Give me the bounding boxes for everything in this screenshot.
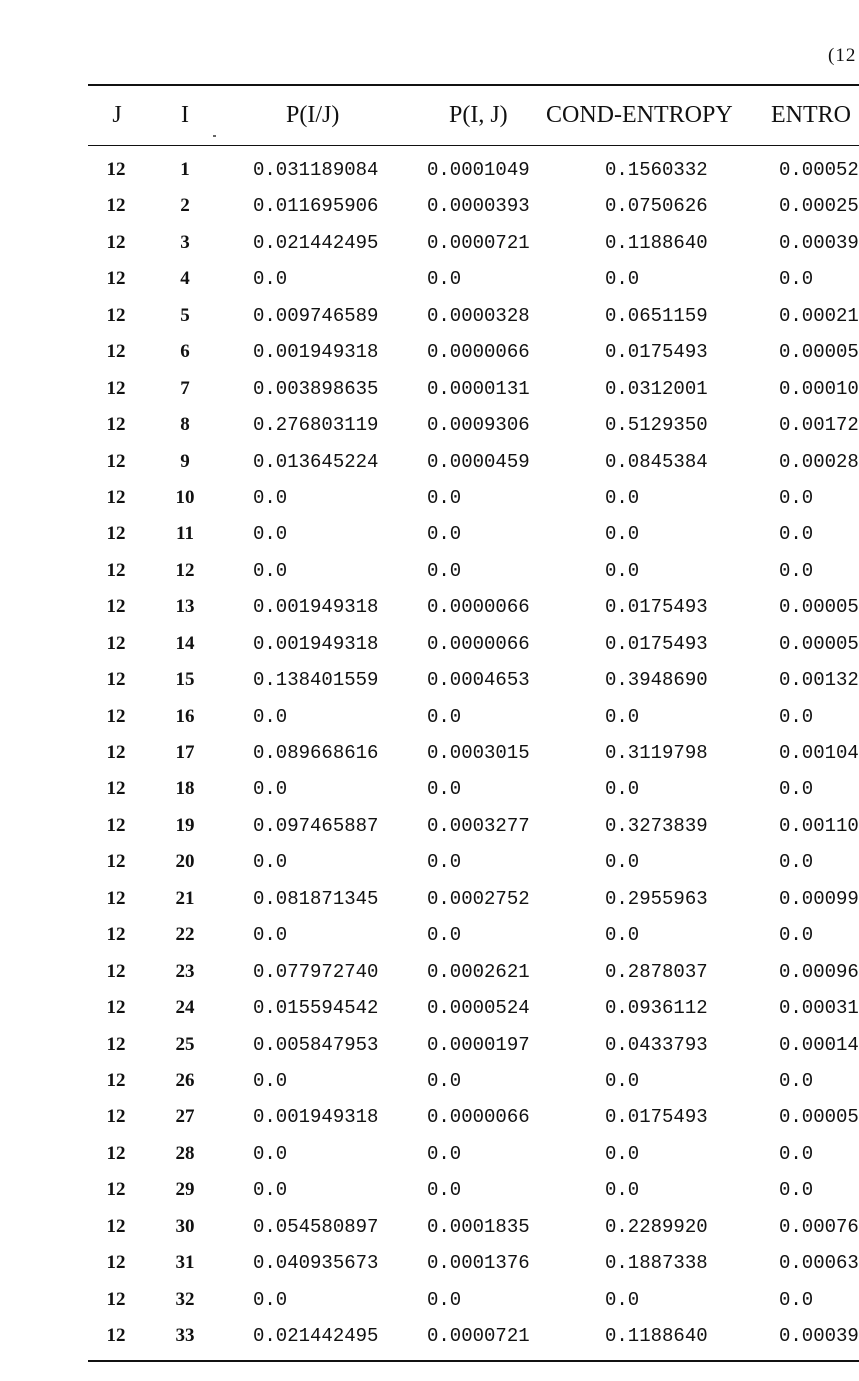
cell-entropy: 0.00063 <box>779 1252 859 1275</box>
cell-cond-entropy: 0.3119798 <box>605 742 708 764</box>
table-row <box>0 514 859 550</box>
cell-i: 32 <box>175 1288 195 1310</box>
cell-cond-entropy: 0.0 <box>605 778 640 801</box>
cell-p-i-j: 0.0000721 <box>427 1325 530 1347</box>
cell-entropy: 0.00110 <box>779 814 859 837</box>
cell-cond-entropy: 0.0750626 <box>605 195 708 218</box>
table-row <box>0 442 859 478</box>
cell-p-i-given-j: 0.0 <box>253 268 288 291</box>
cell-entropy: 0.00132 <box>779 669 859 692</box>
cell-i: 24 <box>175 997 195 1019</box>
cell-p-i-j: 0.0001835 <box>427 1215 530 1238</box>
table-row <box>0 150 859 186</box>
cell-entropy: 0.0 <box>779 1142 814 1165</box>
table-row <box>0 769 859 805</box>
cell-i: 31 <box>175 1252 195 1274</box>
cell-j: 12 <box>106 1252 126 1274</box>
cell-entropy: 0.0 <box>779 924 814 947</box>
cell-cond-entropy: 0.0175493 <box>605 1106 708 1129</box>
cell-p-i-given-j: 0.0 <box>253 1179 288 1202</box>
cell-i: 2 <box>180 195 190 217</box>
table-row <box>0 369 859 405</box>
cell-j: 12 <box>106 1033 126 1055</box>
cell-p-i-given-j: 0.040935673 <box>253 1252 379 1275</box>
cell-p-i-given-j: 0.276803119 <box>253 414 379 437</box>
cell-cond-entropy: 0.0 <box>605 1288 640 1311</box>
cell-p-i-given-j: 0.0 <box>253 1142 288 1165</box>
cell-i: 6 <box>180 341 190 363</box>
cell-i: 13 <box>175 596 195 618</box>
cell-i: 12 <box>175 559 195 581</box>
table-row <box>0 587 859 623</box>
cell-p-i-given-j: 0.0 <box>253 486 288 509</box>
table-row <box>0 1061 859 1097</box>
cell-entropy: 0.0 <box>779 523 814 546</box>
cell-j: 12 <box>106 887 126 909</box>
cell-cond-entropy: 0.0312001 <box>605 377 708 400</box>
cell-cond-entropy: 0.0 <box>605 268 640 291</box>
cell-entropy: 0.0 <box>779 1069 814 1092</box>
table-row <box>0 806 859 842</box>
cell-cond-entropy: 0.0 <box>605 924 640 947</box>
table-row <box>0 660 859 696</box>
scan-speck <box>213 135 216 137</box>
cell-entropy: 0.00172 <box>779 414 859 437</box>
cell-p-i-given-j: 0.0 <box>253 705 288 728</box>
cell-j: 12 <box>106 1325 126 1346</box>
cell-p-i-j: 0.0003277 <box>427 814 530 837</box>
cell-entropy: 0.00096 <box>779 960 859 983</box>
cell-j: 12 <box>106 997 126 1019</box>
cell-cond-entropy: 0.0 <box>605 1069 640 1092</box>
cell-cond-entropy: 0.0 <box>605 523 640 546</box>
cell-entropy: 0.00031 <box>779 997 859 1020</box>
cell-j: 12 <box>106 304 126 326</box>
table-row <box>0 1207 859 1243</box>
cell-cond-entropy: 0.2878037 <box>605 960 708 983</box>
table-row <box>0 1097 859 1133</box>
table-row <box>0 186 859 222</box>
cell-i: 33 <box>175 1325 195 1346</box>
table-row <box>0 697 859 733</box>
header-p-i-j: P(I, J) <box>449 102 508 128</box>
cell-cond-entropy: 0.5129350 <box>605 414 708 437</box>
table-row <box>0 952 859 988</box>
cell-p-i-j: 0.0 <box>427 924 462 947</box>
cell-i: 14 <box>175 632 195 654</box>
cell-p-i-j: 0.0003015 <box>427 742 530 764</box>
cell-entropy: 0.00099 <box>779 887 859 910</box>
cell-i: 21 <box>175 887 195 909</box>
cell-p-i-j: 0.0000197 <box>427 1033 530 1056</box>
cell-p-i-given-j: 0.138401559 <box>253 669 379 692</box>
cell-p-i-j: 0.0000459 <box>427 450 530 473</box>
header-entropy: ENTRO <box>771 102 851 128</box>
cell-i: 7 <box>180 377 190 399</box>
table-body <box>0 150 859 1352</box>
cell-p-i-given-j: 0.0 <box>253 851 288 874</box>
cell-entropy: 0.00005 <box>779 596 859 619</box>
cell-p-i-j: 0.0004653 <box>427 669 530 692</box>
cell-cond-entropy: 0.0175493 <box>605 632 708 655</box>
cell-i: 23 <box>175 960 195 982</box>
header-j: J <box>112 102 122 128</box>
cell-p-i-given-j: 0.005847953 <box>253 1033 379 1056</box>
cell-j: 12 <box>106 1215 126 1237</box>
table-row <box>0 259 859 295</box>
header-i: I <box>181 102 189 128</box>
cell-i: 1 <box>180 159 190 180</box>
cell-cond-entropy: 0.0651159 <box>605 304 708 327</box>
cell-p-i-j: 0.0001049 <box>427 159 530 181</box>
cell-entropy: 0.00039 <box>779 1325 859 1347</box>
cell-i: 28 <box>175 1142 195 1164</box>
cell-entropy: 0.00021 <box>779 304 859 327</box>
cell-p-i-j: 0.0 <box>427 1179 462 1202</box>
cell-j: 12 <box>106 851 126 873</box>
cell-cond-entropy: 0.0 <box>605 486 640 509</box>
cell-p-i-j: 0.0000131 <box>427 377 530 400</box>
cell-cond-entropy: 0.1560332 <box>605 159 708 181</box>
cell-j: 12 <box>106 814 126 836</box>
cell-i: 25 <box>175 1033 195 1055</box>
cell-j: 12 <box>106 1142 126 1164</box>
table-row <box>0 551 859 587</box>
cell-i: 22 <box>175 924 195 946</box>
cell-i: 9 <box>180 450 190 472</box>
cell-i: 18 <box>175 778 195 800</box>
cell-p-i-j: 0.0001376 <box>427 1252 530 1275</box>
cell-entropy: 0.00052 <box>779 159 859 181</box>
table-top-rule <box>88 84 859 86</box>
cell-i: 29 <box>175 1179 195 1201</box>
cell-j: 12 <box>106 341 126 363</box>
cell-i: 19 <box>175 814 195 836</box>
cell-p-i-given-j: 0.001949318 <box>253 341 379 364</box>
cell-cond-entropy: 0.0 <box>605 851 640 874</box>
cell-p-i-given-j: 0.0 <box>253 778 288 801</box>
cell-p-i-given-j: 0.011695906 <box>253 195 379 218</box>
table-row <box>0 1025 859 1061</box>
cell-j: 12 <box>106 486 126 508</box>
cell-p-i-given-j: 0.015594542 <box>253 997 379 1020</box>
cell-j: 12 <box>106 523 126 545</box>
cell-p-i-j: 0.0 <box>427 1288 462 1311</box>
cell-p-i-given-j: 0.013645224 <box>253 450 379 473</box>
cell-p-i-j: 0.0000066 <box>427 1106 530 1129</box>
cell-p-i-j: 0.0000721 <box>427 231 530 254</box>
cell-j: 12 <box>106 1288 126 1310</box>
cell-p-i-given-j: 0.0 <box>253 1288 288 1311</box>
cell-cond-entropy: 0.1188640 <box>605 231 708 254</box>
cell-cond-entropy: 0.0 <box>605 705 640 728</box>
cell-entropy: 0.00005 <box>779 632 859 655</box>
cell-p-i-given-j: 0.001949318 <box>253 596 379 619</box>
table-row <box>0 1243 859 1279</box>
cell-p-i-given-j: 0.0 <box>253 924 288 947</box>
cell-entropy: 0.00010 <box>779 377 859 400</box>
cell-p-i-given-j: 0.031189084 <box>253 159 379 181</box>
cell-entropy: 0.00104 <box>779 742 859 764</box>
cell-cond-entropy: 0.2289920 <box>605 1215 708 1238</box>
table-header <box>0 102 859 134</box>
header-cond-entropy: COND-ENTROPY <box>546 102 733 128</box>
cell-entropy: 0.0 <box>779 559 814 582</box>
cell-j: 12 <box>106 632 126 654</box>
cell-p-i-given-j: 0.054580897 <box>253 1215 379 1238</box>
header-p-i-given-j: P(I/J) <box>286 102 340 128</box>
cell-p-i-given-j: 0.089668616 <box>253 742 379 764</box>
cell-p-i-j: 0.0000393 <box>427 195 530 218</box>
table-row <box>0 842 859 878</box>
cell-p-i-given-j: 0.021442495 <box>253 231 379 254</box>
table-row <box>0 223 859 259</box>
cell-entropy: 0.00005 <box>779 1106 859 1129</box>
cell-j: 12 <box>106 195 126 217</box>
cell-p-i-j: 0.0 <box>427 851 462 874</box>
cell-j: 12 <box>106 960 126 982</box>
cell-entropy: 0.0 <box>779 1288 814 1311</box>
cell-p-i-given-j: 0.0 <box>253 559 288 582</box>
cell-i: 5 <box>180 304 190 326</box>
cell-i: 3 <box>180 231 190 253</box>
cell-i: 20 <box>175 851 195 873</box>
cell-cond-entropy: 0.0936112 <box>605 997 708 1020</box>
cell-entropy: 0.00076 <box>779 1215 859 1238</box>
table-row <box>0 1316 859 1352</box>
cell-p-i-j: 0.0002621 <box>427 960 530 983</box>
cell-cond-entropy: 0.0175493 <box>605 596 708 619</box>
cell-i: 15 <box>175 669 195 691</box>
cell-j: 12 <box>106 231 126 253</box>
cell-entropy: 0.00014 <box>779 1033 859 1056</box>
table-row <box>0 296 859 332</box>
table-row <box>0 332 859 368</box>
cell-j: 12 <box>106 924 126 946</box>
table-row <box>0 1280 859 1316</box>
cell-entropy: 0.00025 <box>779 195 859 218</box>
cell-p-i-given-j: 0.021442495 <box>253 1325 379 1347</box>
cell-p-i-j: 0.0000328 <box>427 304 530 327</box>
table-bottom-rule <box>88 1360 859 1362</box>
cell-p-i-j: 0.0 <box>427 705 462 728</box>
cell-entropy: 0.0 <box>779 1179 814 1202</box>
cell-entropy: 0.0 <box>779 778 814 801</box>
cell-i: 30 <box>175 1215 195 1237</box>
cell-p-i-given-j: 0.081871345 <box>253 887 379 910</box>
cell-j: 12 <box>106 1179 126 1201</box>
cell-entropy: 0.0 <box>779 705 814 728</box>
cell-entropy: 0.00005 <box>779 341 859 364</box>
table-header-rule <box>88 145 859 146</box>
table-row <box>0 405 859 441</box>
cell-j: 12 <box>106 669 126 691</box>
table-row <box>0 478 859 514</box>
cell-i: 27 <box>175 1106 195 1128</box>
cell-p-i-given-j: 0.003898635 <box>253 377 379 400</box>
cell-p-i-j: 0.0000066 <box>427 632 530 655</box>
cell-p-i-j: 0.0000066 <box>427 341 530 364</box>
cell-j: 12 <box>106 414 126 436</box>
cell-p-i-j: 0.0000524 <box>427 997 530 1020</box>
cell-cond-entropy: 0.3273839 <box>605 814 708 837</box>
cell-cond-entropy: 0.0 <box>605 559 640 582</box>
cell-i: 8 <box>180 414 190 436</box>
cell-p-i-given-j: 0.077972740 <box>253 960 379 983</box>
cell-p-i-given-j: 0.0 <box>253 1069 288 1092</box>
cell-entropy: 0.0 <box>779 851 814 874</box>
cell-j: 12 <box>106 559 126 581</box>
cell-p-i-given-j: 0.001949318 <box>253 1106 379 1129</box>
cell-i: 11 <box>176 523 194 545</box>
cell-cond-entropy: 0.0175493 <box>605 341 708 364</box>
cell-j: 12 <box>106 596 126 618</box>
cell-i: 26 <box>175 1069 195 1091</box>
cell-entropy: 0.00028 <box>779 450 859 473</box>
cell-j: 12 <box>106 705 126 727</box>
cell-i: 17 <box>175 742 195 763</box>
cell-cond-entropy: 0.1188640 <box>605 1325 708 1347</box>
table-row <box>0 1170 859 1206</box>
cell-j: 12 <box>106 268 126 290</box>
cell-p-i-j: 0.0 <box>427 268 462 291</box>
cell-cond-entropy: 0.0433793 <box>605 1033 708 1056</box>
cell-p-i-j: 0.0 <box>427 1142 462 1165</box>
cell-p-i-j: 0.0 <box>427 486 462 509</box>
cell-p-i-given-j: 0.097465887 <box>253 814 379 837</box>
cell-j: 12 <box>106 742 126 763</box>
cell-i: 10 <box>175 486 195 508</box>
cell-p-i-j: 0.0002752 <box>427 887 530 910</box>
cell-cond-entropy: 0.0 <box>605 1179 640 1202</box>
table-row <box>0 1134 859 1170</box>
cell-i: 4 <box>180 268 190 290</box>
table-row <box>0 988 859 1024</box>
table-row <box>0 915 859 951</box>
cell-i: 16 <box>175 705 195 727</box>
cell-p-i-given-j: 0.0 <box>253 523 288 546</box>
cell-j: 12 <box>106 450 126 472</box>
cell-p-i-j: 0.0000066 <box>427 596 530 619</box>
cell-p-i-j: 0.0 <box>427 559 462 582</box>
cell-entropy: 0.0 <box>779 268 814 291</box>
cell-p-i-j: 0.0009306 <box>427 414 530 437</box>
cell-j: 12 <box>106 159 126 180</box>
cell-p-i-j: 0.0 <box>427 778 462 801</box>
cell-cond-entropy: 0.1887338 <box>605 1252 708 1275</box>
cell-cond-entropy: 0.2955963 <box>605 887 708 910</box>
cell-cond-entropy: 0.3948690 <box>605 669 708 692</box>
cell-p-i-given-j: 0.001949318 <box>253 632 379 655</box>
cell-j: 12 <box>106 377 126 399</box>
cell-j: 12 <box>106 778 126 800</box>
page-number: (12 <box>828 45 857 66</box>
cell-p-i-j: 0.0 <box>427 523 462 546</box>
cell-entropy: 0.0 <box>779 486 814 509</box>
cell-entropy: 0.00039 <box>779 231 859 254</box>
cell-p-i-j: 0.0 <box>427 1069 462 1092</box>
table-row <box>0 624 859 660</box>
table-row <box>0 879 859 915</box>
cell-j: 12 <box>106 1069 126 1091</box>
cell-j: 12 <box>106 1106 126 1128</box>
cell-cond-entropy: 0.0845384 <box>605 450 708 473</box>
cell-cond-entropy: 0.0 <box>605 1142 640 1165</box>
table-row <box>0 733 859 769</box>
cell-p-i-given-j: 0.009746589 <box>253 304 379 327</box>
